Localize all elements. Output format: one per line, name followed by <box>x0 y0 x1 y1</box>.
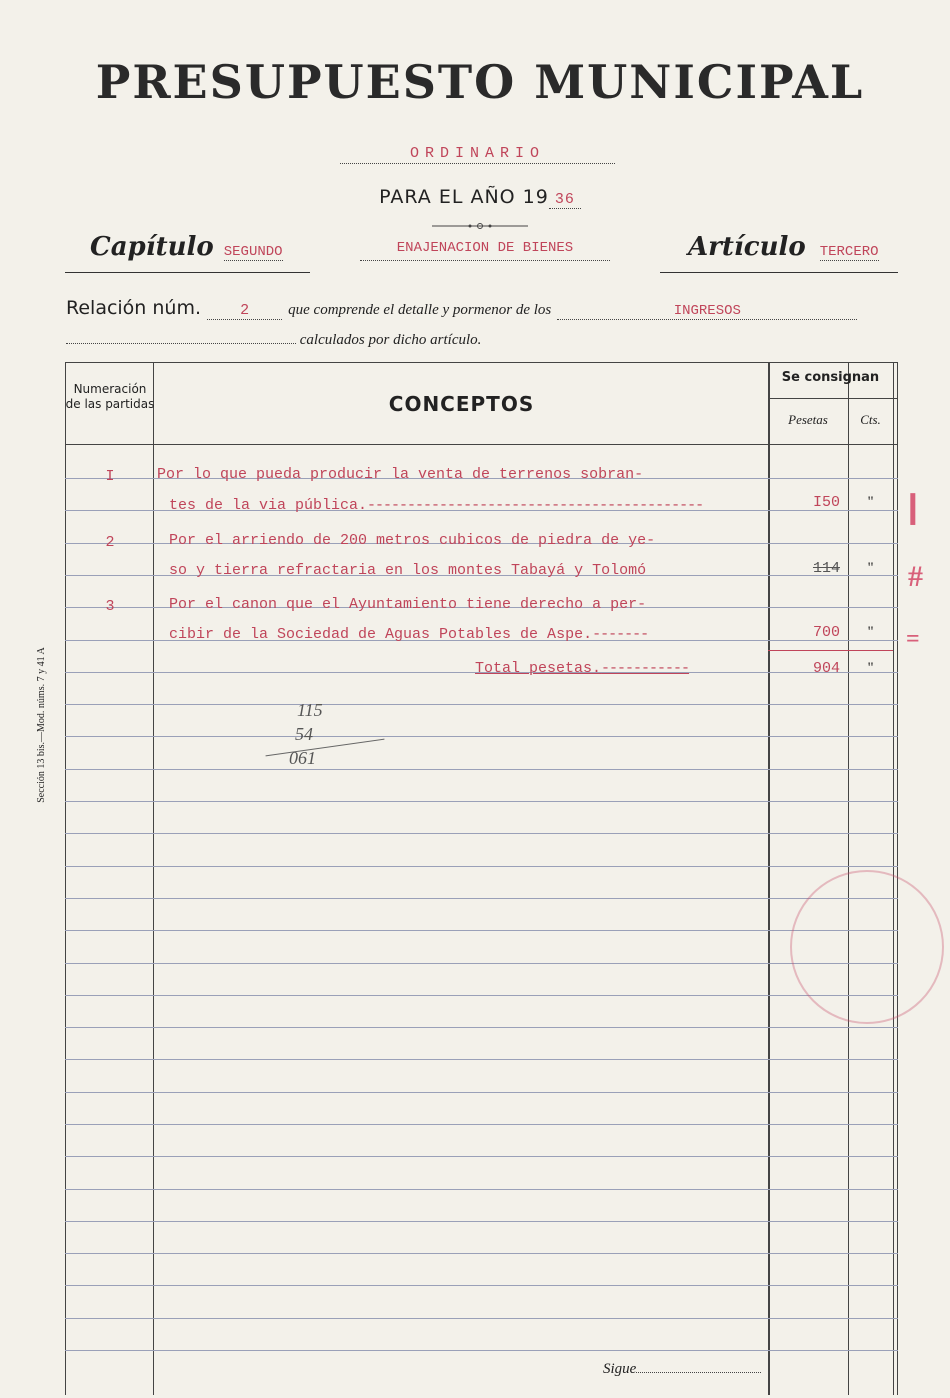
relation-blank <box>66 343 296 344</box>
handwritten-sum-line <box>266 739 385 757</box>
chapter-description: ENAJENACION DE BIENES <box>360 240 610 261</box>
ruled-line <box>65 769 898 770</box>
total-label: Total pesetas. <box>475 660 602 677</box>
continues-text: Sigue <box>603 1361 637 1377</box>
concepts-table <box>65 362 898 1395</box>
ruled-line <box>65 1350 898 1351</box>
relation-kind: INGRESOS <box>557 303 857 320</box>
chapter-rule <box>65 272 310 273</box>
header-amount: Se consignan <box>781 370 880 385</box>
ruled-line <box>65 898 898 899</box>
article-field <box>688 232 898 276</box>
header-bottom-rule <box>65 444 898 445</box>
row-1-number: I <box>105 468 115 485</box>
handwritten-number-1: 115 <box>297 700 323 720</box>
ruled-line <box>65 1189 898 1190</box>
row-3-concept-line1: Por el canon que el Ayuntamiento tiene derecho a per- <box>169 596 647 613</box>
col-divider-concepts <box>768 362 770 1395</box>
row-2-concept-line1: Por el arriendo de 200 metros cubicos de piedra de ye- <box>169 532 656 549</box>
relation-line <box>66 297 906 320</box>
chapter-label: Capítulo <box>90 232 214 262</box>
document-title: PRESUPUESTO MUNICIPAL <box>95 55 865 109</box>
row-3-concept-line2: cibir de la Sociedad de Aguas Potables de Aspe.------- <box>169 626 649 643</box>
chapter-field <box>90 232 290 276</box>
article-label: Artículo <box>688 232 806 262</box>
ruled-line <box>65 930 898 931</box>
row-2-cts: " <box>867 560 874 576</box>
row-2-concept-line2: so y tierra refractaria en los montes Tabayá y Tolomó <box>169 562 647 579</box>
header-pesetas: Pesetas <box>788 412 828 427</box>
ruled-line <box>65 1092 898 1093</box>
ruled-line <box>65 1318 898 1319</box>
budget-type: ORDINARIO <box>340 145 615 164</box>
ruled-line <box>65 1027 898 1028</box>
row-3-concept-text: cibir de la Sociedad de Aguas Potables de Aspe. <box>169 626 593 643</box>
ruled-line <box>65 866 898 867</box>
margin-mark-1: ┃ <box>905 495 921 524</box>
relation-label: Relación núm. <box>66 297 202 319</box>
handwritten-number-3: 061 <box>289 748 316 768</box>
ruled-line <box>65 963 898 964</box>
amount-header-rule <box>768 398 898 399</box>
total-rule <box>768 650 893 651</box>
handwritten-number-2: 54 <box>295 724 313 744</box>
total-line: Total pesetas.----------- <box>475 660 690 677</box>
row-2-number: 2 <box>105 534 115 551</box>
faded-stamp <box>790 870 944 1024</box>
col-divider-num <box>153 362 154 1395</box>
continues-label <box>603 1361 761 1378</box>
year-line <box>300 186 660 208</box>
article-rule <box>660 272 898 273</box>
ruled-line <box>65 1124 898 1125</box>
ruled-line <box>65 704 898 705</box>
ruled-line <box>65 801 898 802</box>
year-prefix: PARA EL AÑO 19 <box>379 186 549 208</box>
ruled-line <box>65 995 898 996</box>
row-1-pesetas: I50 <box>812 494 840 511</box>
ruled-line <box>65 1253 898 1254</box>
total-cts: " <box>867 660 874 676</box>
chapter-value: SEGUNDO <box>223 244 283 260</box>
ruled-line <box>65 1285 898 1286</box>
relation-second-line <box>66 332 906 349</box>
ruled-line <box>65 736 898 737</box>
margin-mark-3: = <box>906 626 920 652</box>
relation-number: 2 <box>207 302 282 320</box>
form-model-note: Sección 13 bis.—Mod. núms. 7 y 41 A <box>36 647 47 803</box>
row-1-concept-text: tes de la via pública. <box>169 497 368 514</box>
table-left-border <box>65 362 66 1395</box>
total-pesetas: 904 <box>812 660 840 677</box>
header-cts: Cts. <box>860 412 881 427</box>
article-value: TERCERO <box>819 244 879 260</box>
header-numeration: Numeración de las partidas <box>65 382 155 411</box>
row-3-number: 3 <box>105 598 115 615</box>
row-1-concept-line2: tes de la via pública.------------------------------------------ <box>169 497 704 514</box>
ruled-line <box>65 1156 898 1157</box>
ruled-line <box>65 833 898 834</box>
row-3-cts: " <box>867 624 874 640</box>
ruled-line <box>65 1059 898 1060</box>
year-suffix: 36 <box>549 191 581 209</box>
row-2-pesetas: 114 <box>812 560 840 577</box>
ruled-line <box>65 1221 898 1222</box>
margin-mark-2: # <box>908 560 923 593</box>
row-1-cts: " <box>867 494 874 510</box>
row-1-concept-line1: Por lo que pueda producir la venta de terrenos sobran- <box>157 466 644 483</box>
row-3-pesetas: 700 <box>812 624 840 641</box>
table-top-border <box>65 362 898 363</box>
ornament-divider <box>430 222 530 230</box>
relation-middle-text: que comprende el detalle y pormenor de los <box>288 302 552 318</box>
header-concepts: CONCEPTOS <box>388 392 535 416</box>
relation-second-text: calculados por dicho artículo. <box>299 332 482 348</box>
